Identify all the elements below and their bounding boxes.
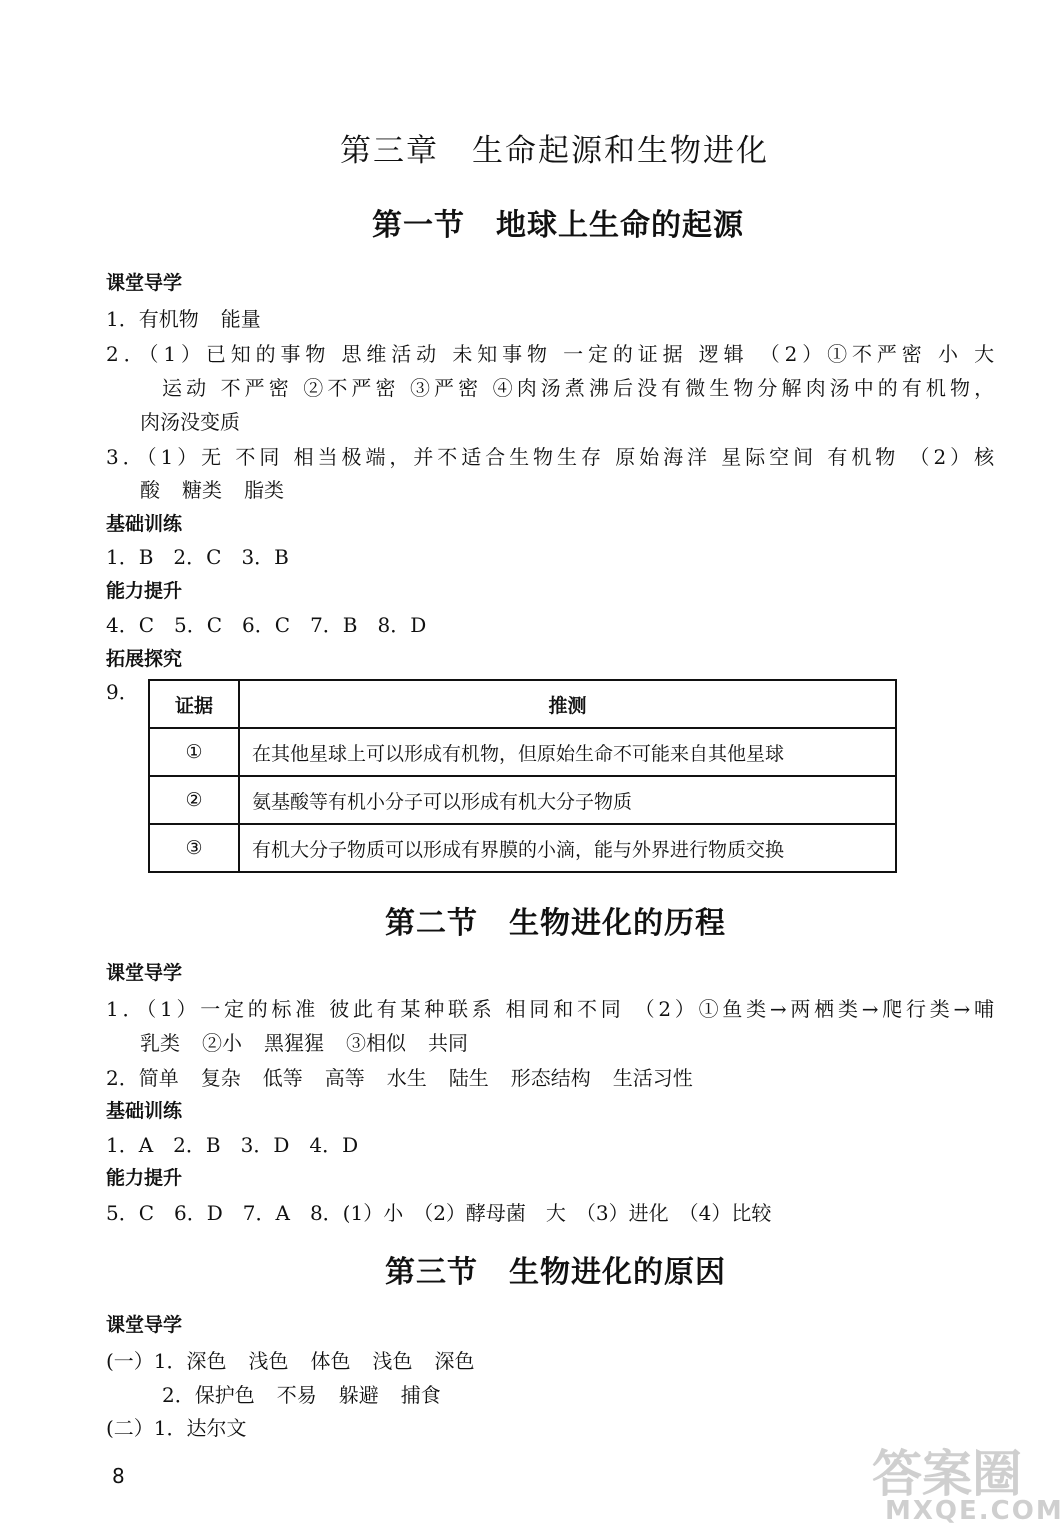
answer: 有机物 [138, 307, 199, 331]
answer: 有机物 [827, 445, 900, 469]
answer: 水生 [386, 1066, 427, 1090]
answer: 不严密 [220, 376, 293, 400]
sec1-line-2a [106, 338, 994, 367]
table-cell-inference: 氨基酸等有机小分子可以形成有机大分子物质 [239, 776, 896, 824]
answer: 糖类 [182, 478, 222, 502]
answer: ④肉汤煮沸后没有微生物分解肉汤中的有机物， [492, 376, 995, 400]
evidence-table [148, 679, 897, 873]
answer: 一定的证据 [563, 342, 688, 366]
answer: 浅色 [372, 1349, 413, 1373]
sec2-nengli-answers: 5．C 6．D 7．A 8．(1）小 （2）酵母菌 大 （3）进化 （4）比较 [106, 1201, 772, 1225]
answer: 形态结构 [510, 1066, 591, 1090]
sec2-heading-nengli: 能力提升 [106, 1167, 183, 1189]
answer: 共同 [428, 1031, 468, 1055]
sec1-line-1 [106, 303, 261, 332]
sec1-jichu-answers: 1．B 2．C 3．B [106, 545, 289, 569]
answer: 运动 [162, 376, 211, 400]
sec1-heading-tuozhan: 拓展探究 [106, 648, 183, 670]
table-row [149, 728, 896, 776]
answer: 脂类 [244, 478, 284, 502]
answer: 不同 [235, 445, 284, 469]
answer: 生活习性 [612, 1066, 693, 1090]
item-number: 2． [106, 1066, 139, 1090]
answer: ②不严密 [303, 376, 400, 400]
answer: 深色 [434, 1349, 475, 1373]
answer: （2）①不严密 [759, 342, 927, 366]
table-header-inference: 推测 [239, 680, 896, 728]
answer: 躲避 [338, 1383, 379, 1407]
answer: 思维活动 [341, 342, 442, 366]
answer: 酸 [140, 478, 160, 502]
watermark-logo: 答案圈 [872, 1445, 1022, 1503]
answer: (一）1．深色 [106, 1349, 227, 1373]
answer: 体色 [310, 1349, 351, 1373]
sec2-heading-ketang: 课堂导学 [106, 962, 183, 984]
answer: 浅色 [248, 1349, 289, 1373]
answer: 陆生 [448, 1066, 489, 1090]
answer: 乳类 [140, 1031, 180, 1055]
sec1-nengli-answers: 4．C 5．C 6．C 7．B 8．D [106, 613, 427, 637]
table-row [149, 824, 896, 872]
answer: 复杂 [200, 1066, 241, 1090]
answer: ③相似 [346, 1031, 406, 1055]
chapter-title: 第三章 生命起源和生物进化 [340, 133, 769, 169]
sec2-line-1a [106, 993, 994, 1022]
table-cell-evidence: ② [149, 776, 239, 824]
sec1-heading-nengli: 能力提升 [106, 580, 183, 602]
table-cell-inference: 有机大分子物质可以形成有界膜的小滴，能与外界进行物质交换 [239, 824, 896, 872]
answer: 能量 [220, 307, 261, 331]
table-header-row [149, 680, 896, 728]
section-3-title: 第三节 生物进化的原因 [385, 1255, 726, 1290]
answer: 小 [937, 342, 963, 366]
answer: 不易 [276, 1383, 317, 1407]
section-2-title: 第二节 生物进化的历程 [385, 906, 726, 941]
sec2-jichu-answers: 1．A 2．B 3．D 4．D [106, 1133, 359, 1157]
answer: 相同和不同 [505, 997, 625, 1021]
sec3-line-3: (二）1．达尔文 [106, 1416, 247, 1440]
answer: 2．（1）已知的事物 [106, 342, 331, 366]
answer: 星际空间 [721, 445, 818, 469]
sec3-line-1 [106, 1345, 475, 1374]
table-cell-inference: 在其他星球上可以形成有机物，但原始生命不可能来自其他星球 [239, 728, 896, 776]
answer: 高等 [324, 1066, 365, 1090]
table-cell-evidence: ① [149, 728, 239, 776]
watermark-url: MXQE.COM [885, 1496, 1064, 1526]
sec3-heading-ketang: 课堂导学 [106, 1314, 183, 1336]
section-1-title: 第一节 地球上生命的起源 [372, 208, 744, 243]
answer: （2）核 [909, 445, 995, 469]
sec3-line-2 [162, 1379, 441, 1408]
sec1-line-3b [140, 474, 284, 503]
page-number: 8 [112, 1464, 125, 1488]
sec1-line-2c: 肉汤没变质 [140, 410, 240, 434]
answer: 未知事物 [452, 342, 552, 366]
answer: ②小 [202, 1031, 242, 1055]
table-header-evidence: 证据 [149, 680, 239, 728]
sec1-heading-jichu: 基础训练 [106, 513, 183, 535]
sec2-line-2 [106, 1062, 693, 1091]
sec2-heading-jichu: 基础训练 [106, 1100, 183, 1122]
answer: 1．（1）一定的标准 [106, 997, 320, 1021]
item-number: 1． [106, 307, 139, 331]
table-row [149, 776, 896, 824]
answer: 2．保护色 [162, 1383, 255, 1407]
answer: 彼此有某种联系 [329, 997, 496, 1021]
answer: ③严密 [409, 376, 483, 400]
table-cell-evidence: ③ [149, 824, 239, 872]
answer: （2）①鱼类→两栖类→爬行类→哺 [634, 997, 995, 1021]
answer: 3．（1）无 [106, 445, 226, 469]
answer: 大 [974, 342, 995, 366]
answer: 原始海洋 [615, 445, 711, 469]
answer: 逻辑 [698, 342, 749, 366]
answer: 黑猩猩 [264, 1031, 324, 1055]
answer: 捕食 [400, 1383, 441, 1407]
answer: 相当极端，并不适合生物生存 [293, 445, 605, 469]
answer: 低等 [262, 1066, 303, 1090]
sec1-line-2b [162, 372, 994, 401]
sec1-line-3a [106, 441, 994, 470]
sec2-line-1b [140, 1027, 468, 1056]
question-9-number: 9． [106, 680, 139, 704]
answer: 简单 [138, 1066, 179, 1090]
sec1-heading-ketang: 课堂导学 [106, 272, 183, 294]
